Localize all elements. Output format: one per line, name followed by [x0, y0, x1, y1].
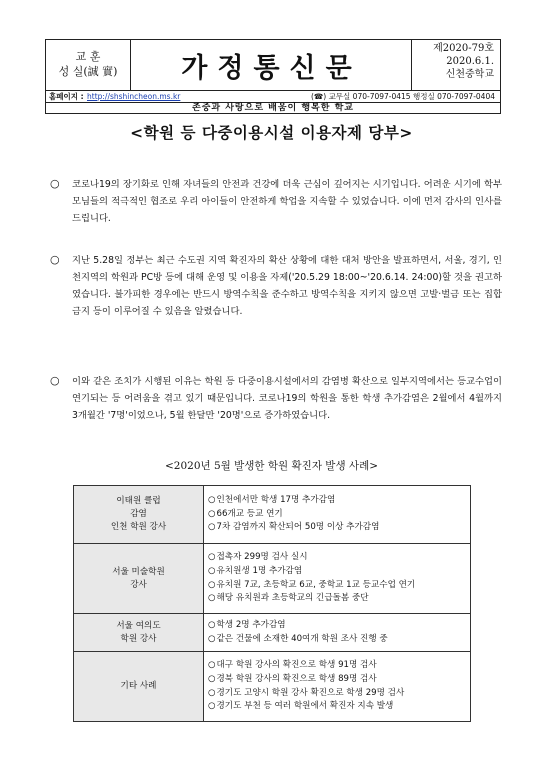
- list-item: ○ 인천에서만 학생 17명 추가감염: [208, 494, 466, 508]
- school-slogan: 존중과 사랑으로 배움이 행복한 학교: [46, 102, 500, 114]
- table-title: <2020년 5월 발생한 학원 확진자 발생 사례>: [164, 460, 379, 472]
- list-item: ○ 학생 2명 추가감염: [208, 619, 466, 633]
- phone-numbers: (☎) 교무실 070-7097-0415 행정실 070-7097-0404: [310, 92, 495, 101]
- category-line: 강사: [130, 579, 147, 590]
- list-item: ○ 해당 유치원과 초등학교의 긴급돌봄 중단: [208, 592, 466, 606]
- issue-date: 2020.6.1.: [446, 56, 494, 67]
- bullet-icon: ○: [50, 374, 60, 387]
- case-category: [74, 544, 204, 614]
- case-category: [74, 652, 204, 722]
- category-line: 인천 학원 강사: [110, 522, 167, 532]
- case-details: [204, 544, 471, 614]
- list-item: ○ 접촉자 299명 검사 실시: [208, 551, 466, 565]
- school-motto: [46, 40, 131, 90]
- issue-info: [411, 40, 500, 90]
- table-row: [74, 544, 471, 614]
- category-line: 서울 여의도: [116, 620, 161, 631]
- paragraph-2: [50, 252, 502, 320]
- category-line: 이태원 클럽: [116, 496, 161, 506]
- paragraph-3: [50, 373, 502, 424]
- list-item: ○ 경북 학원 강사의 확진으로 학생 89명 검사: [208, 673, 466, 687]
- cases-table: [73, 485, 471, 722]
- table-row: [74, 652, 471, 722]
- list-item: ○ 대구 학원 강사의 확진으로 학생 91명 검사: [208, 659, 466, 673]
- list-item: ○ 경기도 부천 등 여러 학원에서 확진자 지속 발생: [208, 700, 466, 714]
- list-item: ○ 유치원생 1명 추가감염: [208, 565, 466, 579]
- category-line: 기타 사례: [120, 681, 157, 691]
- letterhead: [45, 39, 501, 114]
- homepage-link[interactable]: http://shshincheon.ms.kr: [87, 92, 181, 101]
- list-item: ○ 7차 감염까지 확산되어 50명 이상 추가감염: [208, 521, 466, 535]
- bullet-icon: ○: [50, 253, 60, 266]
- paragraph-text: 코로나19의 장기화로 인해 자녀들의 안전과 건강에 더욱 근심이 깊어지는 시기입니다. 어려운 시기에 학부모님들의 적극적인 협조로 우리 아이들이 안전하게 학업을 지속할 수 있었습니다. 이에 먼저 감사의 인사를 드립니다.: [72, 179, 502, 224]
- case-details: [204, 614, 471, 652]
- paragraph-text: 지난 5.28일 정부는 최근 수도권 지역 확진자의 확산 상황에 대한 대처 방안을 발표하면서, 서울, 경기, 인천지역의 학원과 PC방 등에 대해 운영 및 이용을 자제('20.5.29 18:00~'20.6.14. 24:00)할 것을 권고하였습니다. 불가피한 경우에는 반드시 방역수칙을 준수하고 방역수칙을 지키지 않으면 고발·벌금 또는 집합금지 등이 이루어질 수 있음을 알렸습니다.: [72, 255, 502, 317]
- motto-label: 교 훈: [75, 50, 101, 63]
- case-category: [74, 486, 204, 544]
- list-item: ○ 66개교 등교 연기: [208, 508, 466, 522]
- case-details: [204, 486, 471, 544]
- case-details: [204, 652, 471, 722]
- list-item: ○ 유치원 7교, 초등학교 6교, 중학교 1교 등교수업 연기: [208, 579, 466, 593]
- homepage-label: 홈페이지 :: [49, 92, 84, 101]
- bullet-icon: ○: [50, 177, 60, 190]
- issue-number: 제2020-79호: [433, 43, 494, 54]
- paragraph-1: [50, 176, 502, 227]
- school-name: 신천중학교: [445, 69, 494, 80]
- list-item: ○ 경기도 고양시 학원 강사 확진으로 학생 29명 검사: [208, 687, 466, 701]
- table-row: [74, 614, 471, 652]
- list-item: ○ 같은 건물에 소재한 40여개 학원 조사 진행 중: [208, 633, 466, 647]
- paragraph-text: 이와 같은 조치가 시행된 이유는 학원 등 다중이용시설에서의 감염병 확산으로 일부지역에서는 등교수업이 연기되는 등 어려움을 겪고 있기 때문입니다. 코로나19의 학원을 통한 학생 추가감염은 2월에서 4월까지 3개월간 '7명'이었으나, 5월 한달만 '20명'으로 증가하였습니다.: [72, 376, 502, 421]
- category-line: 감염: [130, 509, 147, 519]
- category-line: 서울 미술학원: [112, 566, 165, 577]
- motto-text: 성 실(誠 實): [58, 65, 118, 78]
- document-title: <학원 등 다중이용시설 이용자제 당부>: [130, 124, 413, 142]
- table-row: [74, 486, 471, 544]
- newsletter-title: 가정통신문: [181, 52, 362, 84]
- case-category: [74, 614, 204, 652]
- category-line: 학원 강사: [120, 633, 157, 644]
